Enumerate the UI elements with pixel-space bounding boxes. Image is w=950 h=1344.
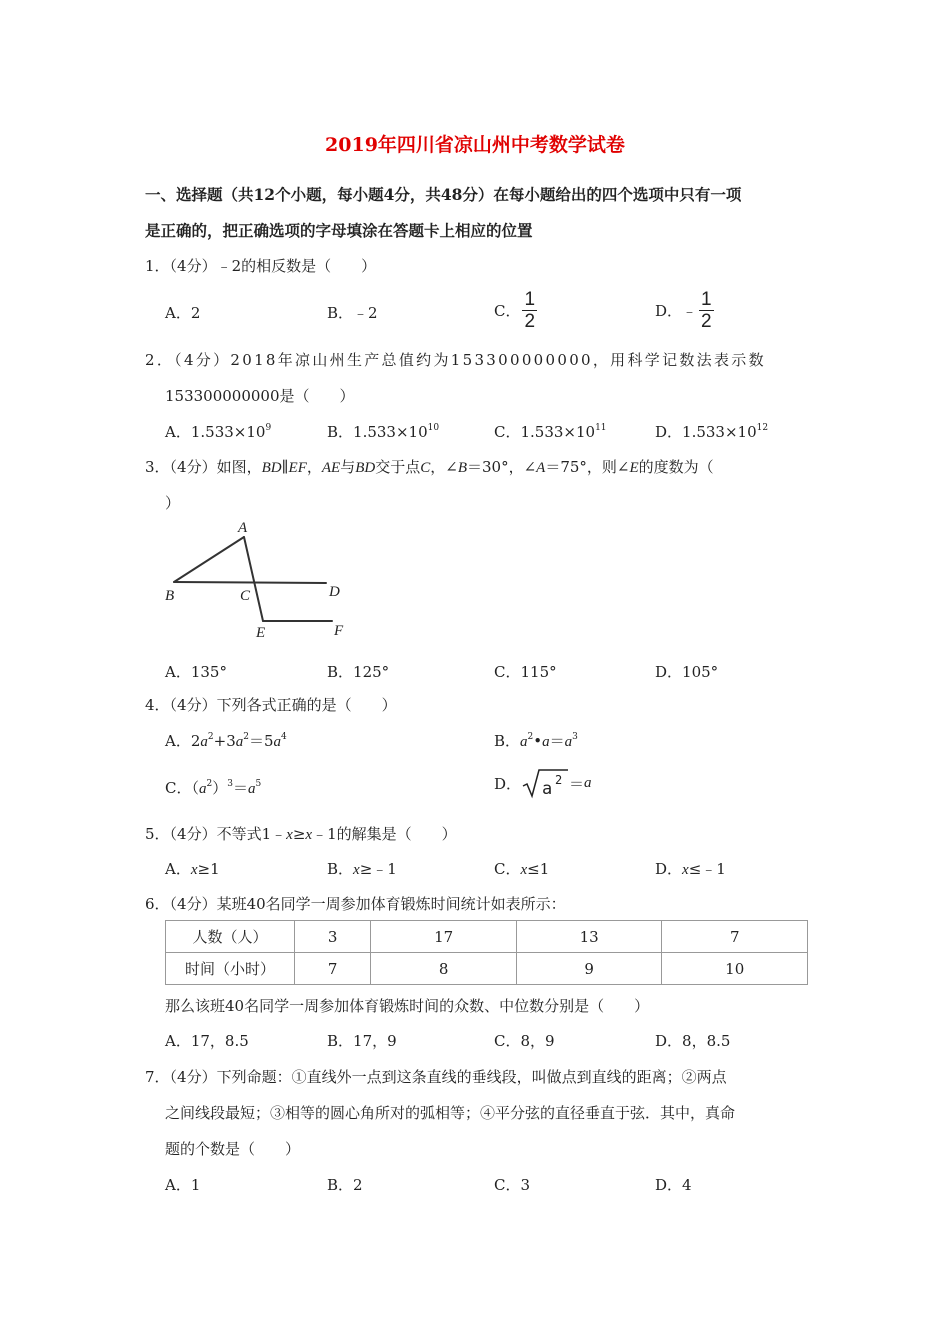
q3-option-b: B．125°: [327, 663, 390, 681]
q3-parallel-sign: ∥: [281, 458, 289, 476]
q6-option-c: C．8，9: [494, 1032, 555, 1050]
q5-a-var: x: [190, 862, 198, 878]
q1-stem: 1．（4分）﹣2的相反数是（ ）: [145, 257, 377, 275]
q1-d-denominator: 2: [701, 311, 712, 332]
q1-c-numerator: 1: [524, 289, 536, 310]
q1-option-d-label: D．﹣: [655, 302, 698, 320]
q4-option-c: [165, 777, 261, 798]
q1-option-c: [494, 290, 537, 331]
q4-a-var3: a: [273, 734, 282, 750]
q4-a-eq: ＝5: [248, 732, 274, 750]
q4-d-eq: ＝: [569, 774, 585, 793]
q3-var-a: A: [536, 460, 546, 476]
q2-option-c: [494, 421, 607, 442]
q4-b-var1: a: [520, 734, 528, 750]
q4-a-exp2: 2: [243, 732, 249, 742]
table-cell: 人数（人）: [166, 921, 295, 953]
q7-option-d: D．4: [655, 1176, 692, 1194]
q7-stem-line1: 7．（4分）下列命题：①直线外一点到这条直线的垂线段，叫做点到直线的距离；②两点: [145, 1068, 727, 1086]
q5-d-label: D．: [655, 860, 683, 878]
q4-c-label: C．（: [165, 779, 199, 797]
q4-a-label: A．2: [165, 732, 201, 750]
q5-d-rest: ≤﹣1: [688, 860, 726, 878]
q3-stem-line1: [145, 456, 714, 477]
q4-b-var3: a: [564, 734, 573, 750]
fig-label-e: E: [256, 625, 266, 641]
q5-stem-b: ≥: [292, 825, 306, 843]
q5-a-label: A．: [165, 860, 191, 878]
section-heading-line1: 一、选择题（共12个小题，每小题4分，共48分）在每小题给出的四个选项中只有一项: [145, 185, 742, 204]
q5-stem-c: ﹣1的解集是（ ）: [312, 825, 457, 843]
q3-text-meet: 交于点: [375, 458, 421, 476]
q4-option-b: [494, 730, 578, 751]
q3-option-c: C．115°: [494, 663, 557, 681]
q5-option-c: [494, 858, 549, 879]
q1-c-denominator: 2: [524, 311, 536, 332]
q2-option-d-base: D．1.533×10: [655, 423, 757, 441]
q4-b-exp3: 3: [572, 732, 578, 742]
table-cell: 13: [516, 921, 662, 953]
q3-var-e: E: [629, 460, 639, 476]
q6-option-b: B．17，9: [327, 1032, 397, 1050]
q4-a-var2: a: [235, 734, 244, 750]
q7-option-a: A．1: [165, 1176, 201, 1194]
q3-var-b: B: [457, 460, 467, 476]
q5-option-a: [165, 858, 220, 879]
q4-d-radicand: a: [542, 779, 553, 799]
line-bd: [174, 582, 326, 583]
q4-d-var: a: [584, 774, 592, 791]
q4-c-eq: ＝: [232, 779, 248, 797]
q2-option-c-base: C．1.533×10: [494, 423, 596, 441]
q3-stem-prefix: 3．（4分）如图，: [145, 458, 262, 476]
q5-b-var: x: [353, 862, 360, 878]
table-row: [166, 953, 808, 985]
q5-c-var: x: [520, 862, 528, 878]
q7-option-c: C．3: [494, 1176, 531, 1194]
q5-a-rest: ≥1: [197, 860, 220, 878]
q3-option-a: A．135°: [165, 663, 227, 681]
q4-d-radicand-exp: 2: [555, 773, 563, 787]
q4-c-var2: a: [247, 781, 256, 797]
q7-stem-line3: 题的个数是（ ）: [165, 1140, 301, 1158]
q5-option-b: [327, 858, 397, 879]
q7-option-b: B．2: [327, 1176, 363, 1194]
q4-c-mid: ）: [212, 779, 228, 797]
table-cell: 8: [371, 953, 517, 985]
q3-var-bd: BD: [261, 460, 282, 476]
q4-a-exp1: 2: [207, 732, 214, 742]
q4-option-d: [494, 767, 592, 799]
q3-stem-line2: ）: [165, 494, 181, 512]
table-cell: 10: [662, 953, 808, 985]
q4-a-var1: a: [200, 734, 208, 750]
q7-stem-line2: 之间线段最短；③相等的圆心角所对的弧相等；④平分弦的直径垂直于弦．其中，真命: [165, 1104, 736, 1122]
table-cell: 7: [295, 953, 371, 985]
q4-c-exp3: 5: [255, 779, 262, 789]
q2-option-b-base: B．1.533×10: [327, 423, 428, 441]
q1-option-c-label: C．: [494, 302, 521, 320]
q5-stem-a: 5．（4分）不等式1﹣: [145, 825, 287, 843]
table-cell: 3: [295, 921, 371, 953]
q4-a-mid: +3: [213, 732, 236, 750]
q4-c-exp2: 3: [227, 779, 233, 789]
table-cell: 7: [662, 921, 808, 953]
section-heading-line2: 是正确的，把正确选项的字母填涂在答题卡上相应的位置: [145, 221, 533, 240]
q3-geometry-figure: [160, 515, 360, 645]
q3-text-with: 与: [340, 458, 356, 476]
table-cell: 9: [516, 953, 662, 985]
fig-label-b: B: [165, 588, 175, 604]
q2-option-b-exp: 10: [427, 423, 440, 433]
q2-stem-line2: 153300000000是（ ）: [165, 387, 355, 405]
fig-label-d: D: [329, 584, 340, 600]
q4-b-eq: ＝: [549, 732, 565, 750]
q4-stem: 4．（4分）下列各式正确的是（ ）: [145, 696, 397, 714]
table-row: [166, 921, 808, 953]
q2-option-b: [327, 421, 439, 442]
q5-c-label: C．: [494, 860, 521, 878]
q1-option-a: A．2: [165, 304, 201, 322]
q4-c-exp1: 2: [206, 779, 213, 789]
fig-label-f: F: [334, 623, 344, 639]
q1-d-numerator: 1: [701, 289, 712, 310]
fig-label-a: A: [238, 520, 248, 536]
line-ae: [244, 537, 263, 621]
q4-d-label: D．: [494, 774, 522, 793]
q4-b-exp1: 2: [527, 732, 534, 742]
q4-b-label: B．: [494, 732, 521, 750]
q4-a-exp3: 4: [281, 732, 287, 742]
q6-option-a: A．17，8.5: [165, 1032, 249, 1050]
q4-b-var2: a: [542, 734, 550, 750]
q6-stem: 6．（4分）某班40名同学一周参加体育锻炼时间统计如表所示：: [145, 895, 566, 913]
page-title: 2019年四川省凉山州中考数学试卷: [325, 134, 625, 156]
fig-label-c: C: [240, 588, 251, 604]
q5-c-rest: ≤1: [527, 860, 550, 878]
q3-var-ae: AE: [321, 460, 341, 476]
q5-var-x1: x: [286, 827, 293, 843]
q4-option-a: [165, 730, 287, 751]
table-cell: 时间（小时）: [166, 953, 295, 985]
q6-option-d: D．8，8.5: [655, 1032, 731, 1050]
q3-eq-2: ＝75°，则∠: [545, 458, 630, 476]
q6-data-table: [165, 920, 808, 985]
q4-b-dot: •: [533, 732, 543, 750]
radical-sign-icon: [521, 767, 569, 799]
line-ba: [174, 537, 244, 582]
q5-var-x2: x: [305, 827, 313, 843]
q2-option-a-base: A．1.533×10: [165, 423, 266, 441]
q6-question: 那么该班40名同学一周参加体育锻炼时间的众数、中位数分别是（ ）: [165, 997, 650, 1015]
q3-var-ef: EF: [288, 460, 307, 476]
q5-b-rest: ≥﹣1: [359, 860, 397, 878]
q1-option-c-fraction: [522, 290, 537, 331]
q1-option-d-fraction: [699, 290, 714, 331]
q1-option-d: [655, 290, 714, 331]
q5-stem: [145, 823, 457, 844]
q2-option-a: [165, 421, 271, 442]
q3-var-c: C: [420, 460, 431, 476]
q3-option-d: D．105°: [655, 663, 719, 681]
q2-option-c-exp: 11: [595, 423, 607, 433]
q1-option-b: B．﹣2: [327, 304, 378, 322]
q2-option-a-exp: 9: [265, 423, 272, 433]
q5-b-label: B．: [327, 860, 354, 878]
q3-stem-tail: 的度数为（: [638, 458, 714, 476]
q2-option-d-exp: 12: [756, 423, 769, 433]
q3-var-bd-2: BD: [355, 460, 376, 476]
table-cell: 17: [371, 921, 517, 953]
q3-angle-1: ，∠: [430, 458, 458, 476]
q4-c-var1: a: [198, 781, 207, 797]
q3-comma: ，: [306, 458, 322, 476]
q3-eq-1: ＝30°，∠: [467, 458, 537, 476]
q2-option-d: [655, 421, 768, 442]
q5-option-d: [655, 858, 726, 879]
sqrt-symbol: [521, 767, 569, 799]
q5-d-var: x: [682, 862, 689, 878]
q2-stem-line1: 2．（4分）2018年凉山州生产总值约为153300000000，用科学记数法表示数: [145, 351, 766, 369]
